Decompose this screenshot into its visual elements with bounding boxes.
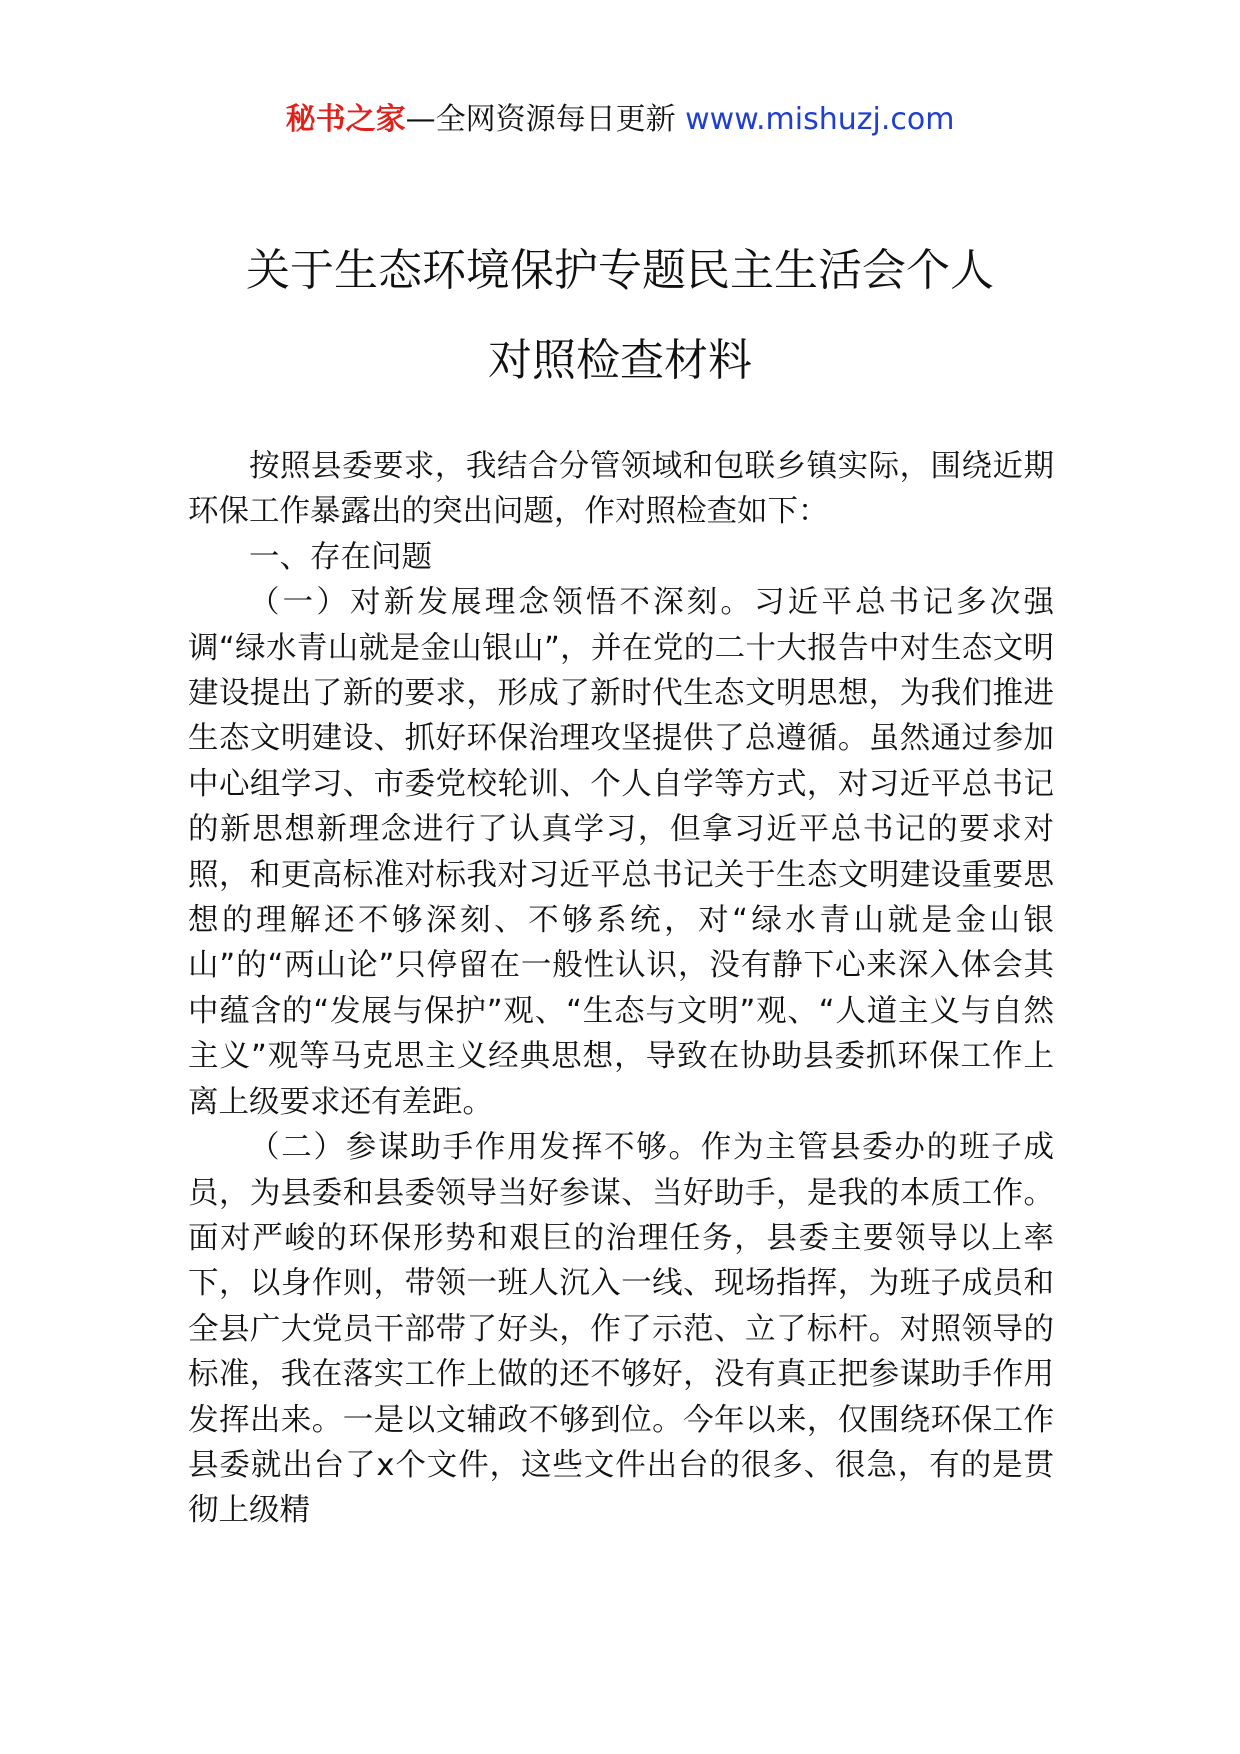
section-heading: 一、存在问题	[249, 539, 432, 575]
intro-paragraph: 按照县委要求，我结合分管领域和包联乡镇实际，围绕近期环保工作暴露出的突出问题，作对照检查如下：	[188, 449, 1054, 530]
site-header	[0, 98, 1240, 142]
site-tagline: —全网资源每日更新	[405, 102, 686, 137]
site-brand: 秘书之家	[285, 102, 406, 137]
title-line-2: 对照检查材料	[488, 335, 752, 386]
document-title	[0, 226, 1240, 406]
site-url-link[interactable]: www.mishuzj.com	[685, 102, 955, 137]
problem-item-2: （二）参谋助手作用发挥不够。作为主管县委办的班子成员，为县委和县委领导当好参谋、当好助手，是我的本质工作。面对严峻的环保形势和艰巨的治理任务，县委主要领导以上率下，以身作则，带领一班人沉入一线、现场指挥，为班子成员和全县广大党员干部带了好头，作了示范、立了标杆。对照领导的标准，我在落实工作上做的还不够好，没有真正把参谋助手作用发挥出来。一是以文辅政不够到位。今年以来，仅围绕环保工作县委就出台了x个文件，这些文件出台的很多、很急，有的是贯彻上级精	[188, 1130, 1054, 1529]
title-line-1: 关于生态环境保护专题民主生活会个人	[246, 245, 994, 296]
problem-item-1: （一）对新发展理念领悟不深刻。习近平总书记多次强调“绿水青山就是金山银山”，并在党的二十大报告中对生态文明建设提出了新的要求，形成了新时代生态文明思想，为我们推进生态文明建设、抓好环保治理攻坚提供了总遵循。虽然通过参加中心组学习、市委党校轮训、个人自学等方式，对习近平总书记的新思想新理念进行了认真学习，但拿习近平总书记的要求对照，和更高标准对标我对习近平总书记关于生态文明建设重要思想的理解还不够深刻、不够系统，对“绿水青山就是金山银山”的“两山论”只停留在一般性认识，没有静下心来深入体会其中蕴含的“发展与保护”观、“生态与文明”观、“人道主义与自然主义”观等马克思主义经典思想，导致在协助县委抓环保工作上离上级要求还有差距。	[188, 585, 1054, 1120]
document-body	[188, 444, 1054, 1534]
